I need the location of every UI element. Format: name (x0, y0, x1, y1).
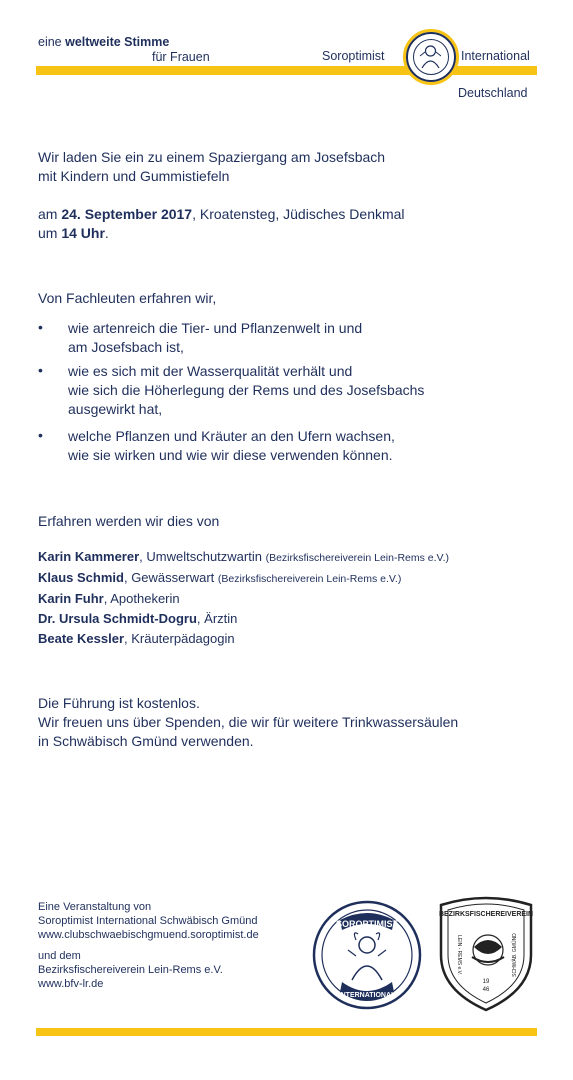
speaker-role: , Ärztin (196, 611, 238, 626)
speaker-name: Karin Kammerer (38, 549, 140, 564)
speaker-role: , Gewässerwart (123, 570, 218, 585)
speaker-row (38, 589, 449, 609)
speaker-name: Dr. Ursula Schmidt-Dogru (38, 611, 197, 626)
speakers-intro: Erfahren werden wir dies von (38, 513, 220, 529)
bfv-right-text: SCHWÄB. GMÜND (512, 933, 518, 977)
bullet-line: welche Pflanzen und Kräuter an den Ufern wachsen, (68, 428, 395, 444)
bullet-line: wie sie wirken und wie wir diese verwenden können. (68, 447, 393, 463)
bfv-left-text: LEIN - REMS e.V. (456, 935, 462, 975)
speaker-row (38, 609, 449, 629)
time-suffix: . (104, 225, 109, 241)
bfv-year-bottom: 46 (482, 987, 490, 993)
speaker-org: (Bezirksfischereiverein Lein-Rems e.V.) (265, 552, 450, 564)
speaker-name: Klaus Schmid (38, 570, 124, 585)
bullet-line: ausgewirkt hat, (68, 401, 163, 417)
bfv-arc-text: BEZIRKSFISCHEREIVEREIN (438, 911, 534, 918)
intro-line1: Wir laden Sie ein zu einem Spaziergang am Josefsbach (38, 149, 386, 165)
bullet-line: wie sich die Höherlegung der Rems und des Josefsbachs (68, 382, 425, 398)
tagline (38, 35, 169, 49)
speaker-row (38, 629, 449, 649)
closing-line2: Wir freuen uns über Spenden, die wir für weitere Trinkwassersäulen (38, 714, 459, 730)
tagline-bold: weltweite Stimme (65, 35, 170, 49)
bullet-icon: • (38, 362, 43, 378)
bullet-line: wie es sich mit der Wasserqualität verhält und (68, 363, 353, 379)
time-line (38, 224, 538, 243)
footer-and-label: und dem (38, 950, 81, 962)
footer-host-label: Eine Veranstaltung von (38, 901, 152, 913)
intro-line2: mit Kindern und Gummistiefeln (38, 168, 230, 184)
soroptimist-seal-icon (312, 900, 422, 1010)
closing-line3: in Schwäbisch Gmünd verwenden. (38, 733, 254, 749)
soroptimist-logo-icon (406, 32, 456, 82)
footer-host-name: Soroptimist International Schwäbisch Gmünd (38, 915, 258, 927)
speaker-list (38, 547, 449, 649)
event-time: 14 Uhr (61, 225, 105, 241)
bullet-item (68, 427, 528, 465)
bullet-icon: • (38, 319, 43, 335)
speaker-org: (Bezirksfischereiverein Lein-Rems e.V.) (217, 573, 402, 585)
bullet-line: wie artenreich die Tier- und Pflanzenwelt in und (68, 320, 363, 336)
bullet-icon: • (38, 427, 43, 443)
date-line (38, 205, 538, 224)
bullet-line: am Josefsbach ist, (68, 339, 184, 355)
speaker-role: , Apothekerin (103, 591, 180, 606)
bullet-item (68, 319, 528, 357)
time-prefix: um (38, 225, 62, 241)
event-location: , Kroatensteg, Jüdisches Denkmal (192, 206, 405, 222)
date-prefix: am (38, 206, 62, 222)
tagline-pre: eine (38, 35, 66, 49)
speaker-role: , Kräuterpädagogin (124, 631, 235, 646)
closing-line1: Die Führung ist kostenlos. (38, 695, 200, 711)
event-date: 24. September 2017 (61, 206, 193, 222)
speaker-name: Karin Fuhr (38, 591, 104, 606)
speaker-row (38, 568, 449, 589)
brand-soroptimist: Soroptimist (322, 49, 385, 63)
bottom-yellow-bar (36, 1028, 537, 1036)
brand-international: International (461, 49, 530, 63)
speaker-name: Beate Kessler (38, 631, 124, 646)
top-yellow-bar (36, 66, 537, 75)
footer-partner-name: Bezirksfischereiverein Lein-Rems e.V. (38, 964, 223, 976)
speaker-role: , Umweltschutzwartin (139, 549, 266, 564)
footer-partner-url[interactable]: www.bfv-lr.de (38, 978, 104, 990)
bullet-item (68, 362, 528, 419)
speaker-row (38, 547, 449, 568)
bfv-year-top: 19 (482, 979, 490, 985)
bfv-shield-icon (436, 895, 536, 1013)
footer-host-url[interactable]: www.clubschwaebischgmuend.soroptimist.de (38, 929, 259, 941)
experts-intro: Von Fachleuten erfahren wir, (38, 290, 217, 306)
seal-top-text: SOROPTIMIST (335, 919, 399, 929)
brand-deutschland: Deutschland (458, 86, 528, 100)
seal-bottom-text: INTERNATIONAL (338, 992, 396, 999)
tagline-line2: für Frauen (152, 50, 210, 64)
